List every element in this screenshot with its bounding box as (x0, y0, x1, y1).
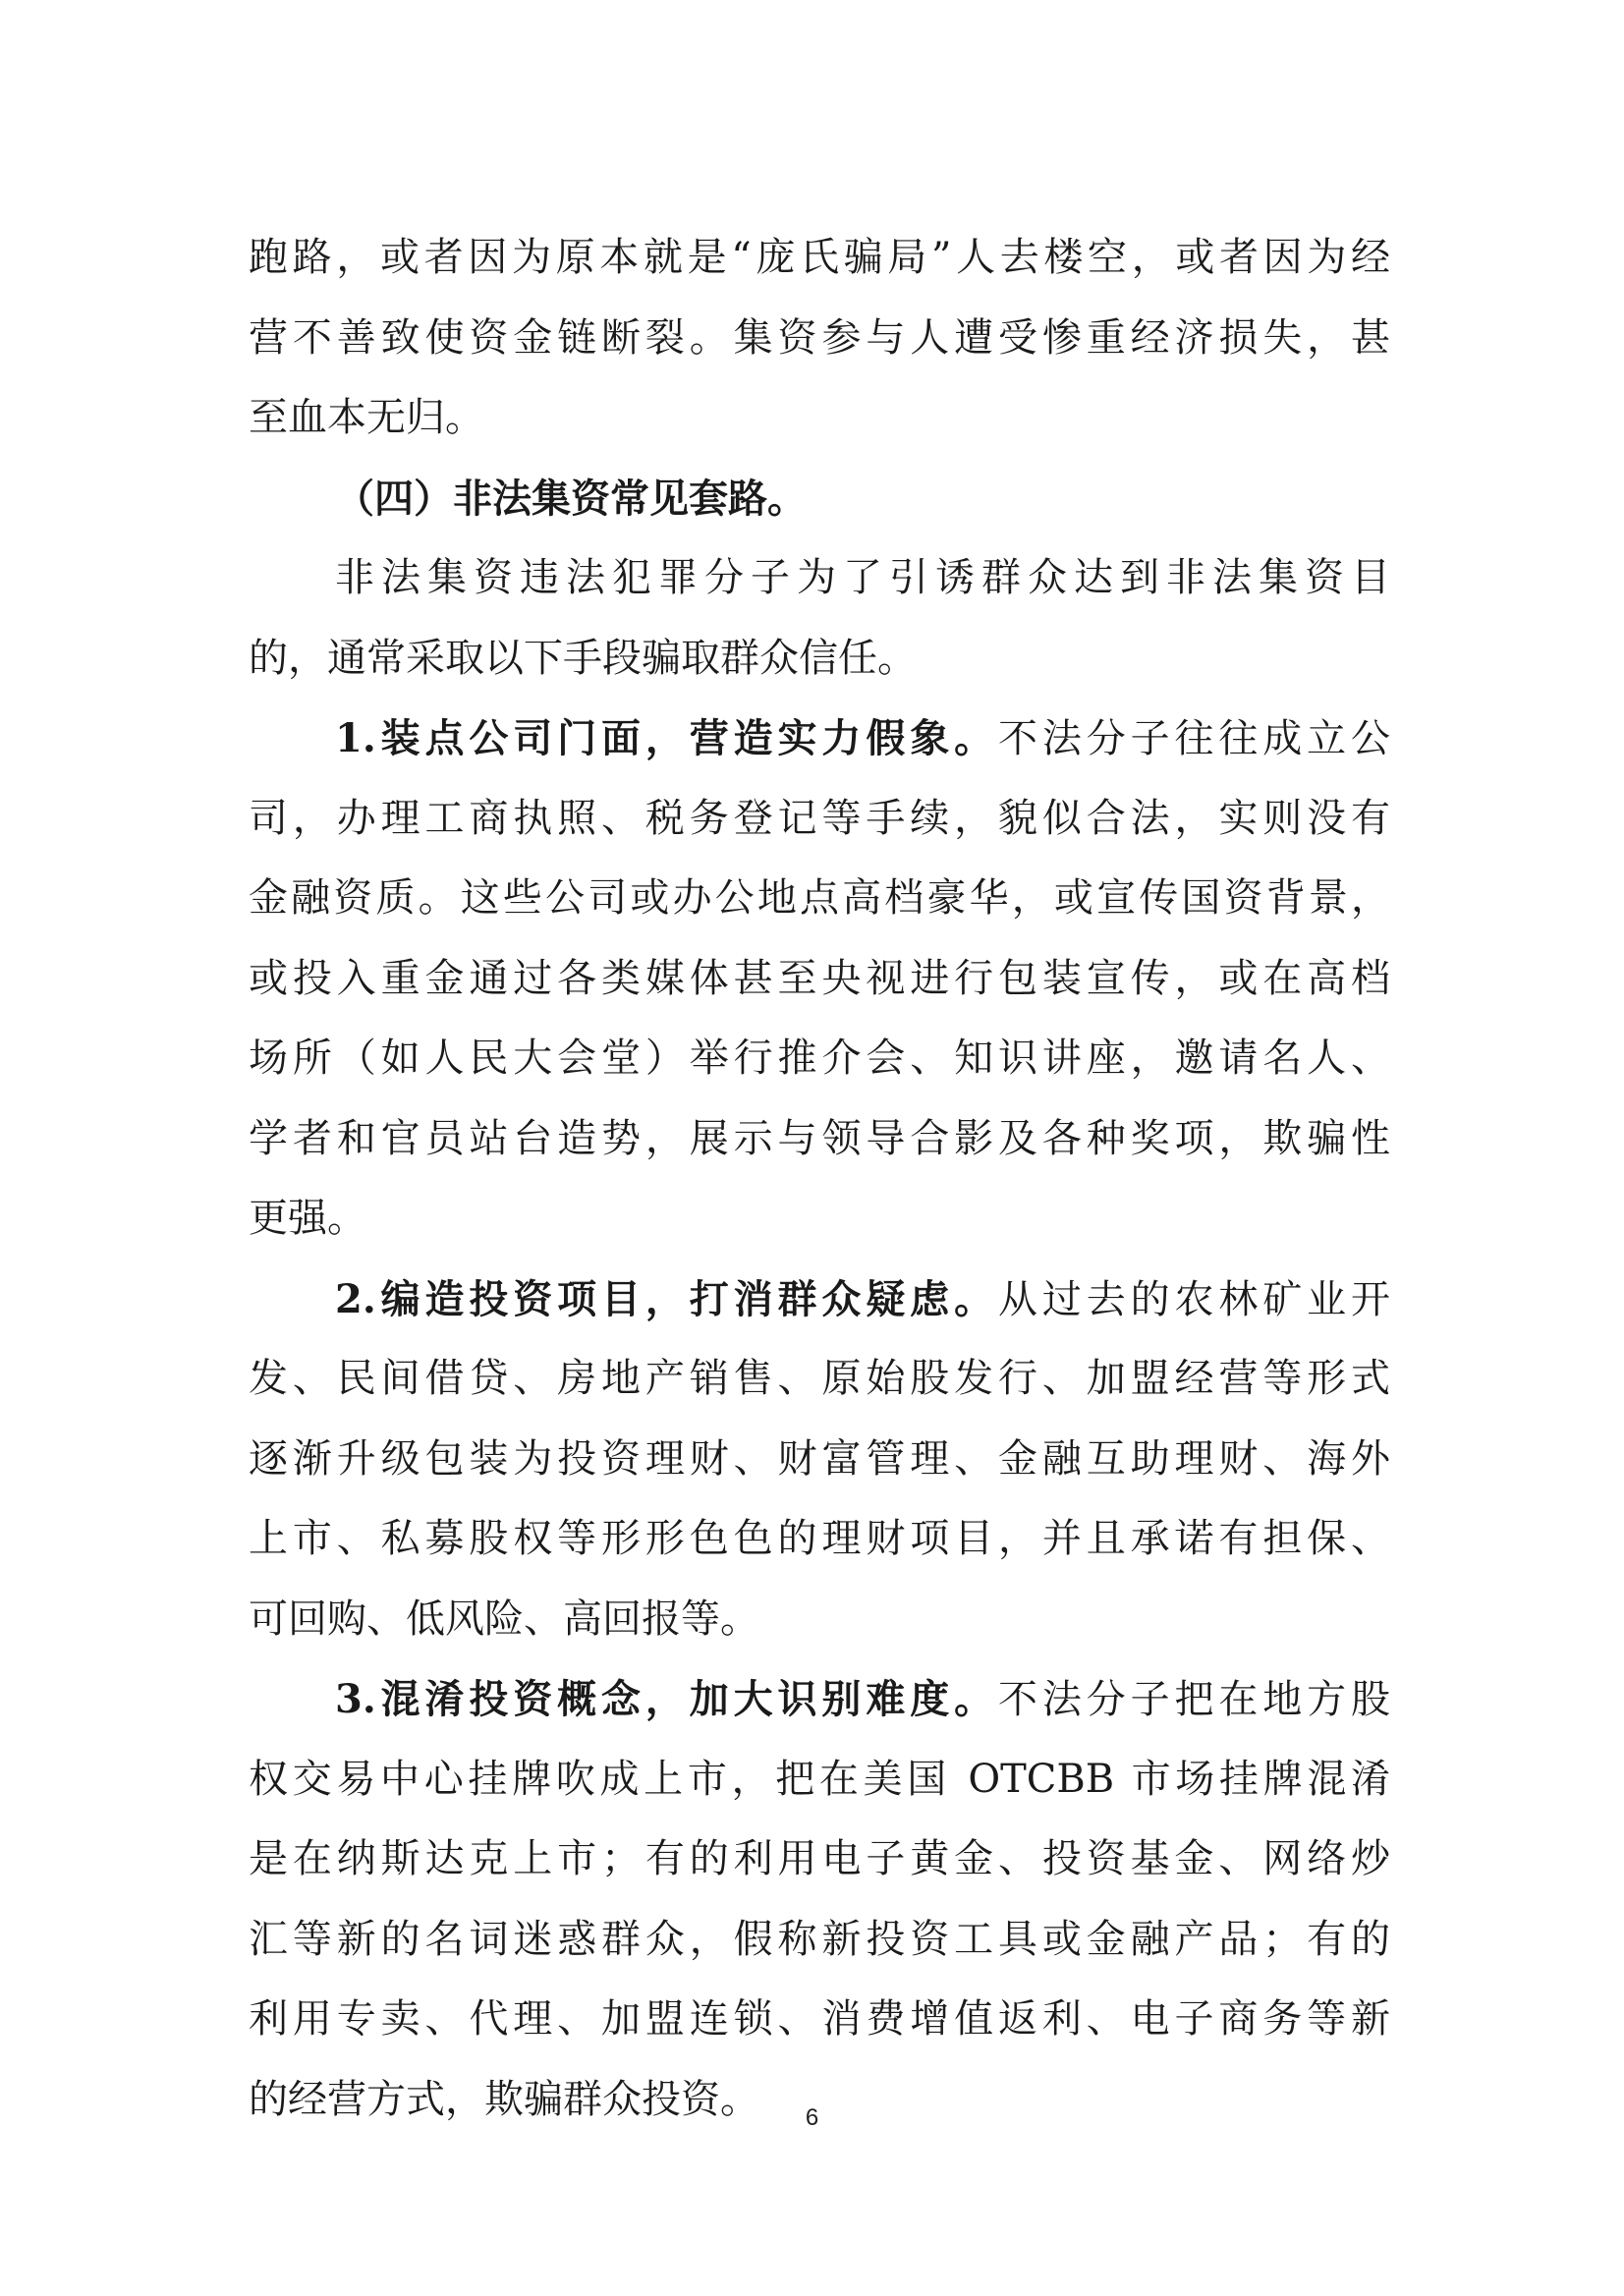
section-heading: （四）非法集资常见套路。 (335, 475, 807, 522)
item-lead: 1.装点公司门面，营造实力假象。 (335, 715, 998, 761)
paragraph-line: 至血本无归。 (249, 395, 484, 440)
paragraph-line: 更强。 (249, 1196, 366, 1241)
paragraph-line: 权交易中心挂牌吹成上市，把在美国 OTCBB 市场挂牌混淆 (249, 1756, 1390, 1802)
paragraph-line: 是在纳斯达克上市；有的利用电子黄金、投资基金、网络炒 (249, 1836, 1390, 1881)
paragraph-line: 上市、私募股权等形形色色的理财项目，并且承诺有担保、 (249, 1516, 1390, 1561)
paragraph-line: 非法集资违法犯罪分子为了引诱群众达到非法集资目 (335, 555, 1390, 600)
paragraph-line: 1.装点公司门面，营造实力假象。不法分子往往成立公 (335, 715, 1390, 761)
paragraph-line: 的，通常采取以下手段骗取群众信任。 (249, 635, 917, 681)
page-number: 6 (805, 2104, 819, 2131)
paragraph-line: 2.编造投资项目，打消群众疑虑。从过去的农林矿业开 (335, 1275, 1390, 1322)
paragraph-line: 发、民间借贷、房地产销售、原始股发行、加盟经营等形式 (249, 1356, 1390, 1401)
paragraph-line: 跑路，或者因为原本就是“庞氏骗局”人去楼空，或者因为经 (249, 235, 1390, 280)
paragraph-line: 司，办理工商执照、税务登记等手续，貌似合法，实则没有 (249, 795, 1390, 841)
paragraph-line: 逐渐升级包装为投资理财、财富管理、金融互助理财、海外 (249, 1435, 1390, 1482)
paragraph-line: 学者和官员站台造势，展示与领导合影及各种奖项，欺骗性 (249, 1115, 1390, 1161)
item-lead: 2.编造投资项目，打消群众疑虑。 (335, 1275, 998, 1322)
paragraph-line: 营不善致使资金链断裂。集资参与人遭受惨重经济损失，甚 (249, 314, 1390, 361)
paragraph-line: 3.混淆投资概念，加大识别难度。不法分子把在地方股 (335, 1676, 1390, 1722)
paragraph-line: 的经营方式，欺骗群众投资。 (249, 2076, 759, 2122)
paragraph-line: 或投入重金通过各类媒体甚至央视进行包装宣传，或在高档 (249, 955, 1390, 1001)
body-text (249, 218, 1390, 2140)
paragraph-line: 利用专卖、代理、加盟连锁、消费增值返利、电子商务等新 (249, 1996, 1390, 2042)
paragraph-line: 汇等新的名词迷惑群众，假称新投资工具或金融产品；有的 (249, 1916, 1390, 1962)
paragraph-line: 可回购、低风险、高回报等。 (249, 1596, 759, 1642)
paragraph-line: 金融资质。这些公司或办公地点高档豪华，或宣传国资背景， (249, 875, 1390, 921)
paragraph-line: 场所（如人民大会堂）举行推介会、知识讲座，邀请名人、 (249, 1036, 1390, 1081)
item-lead: 3.混淆投资概念，加大识别难度。 (335, 1676, 998, 1722)
